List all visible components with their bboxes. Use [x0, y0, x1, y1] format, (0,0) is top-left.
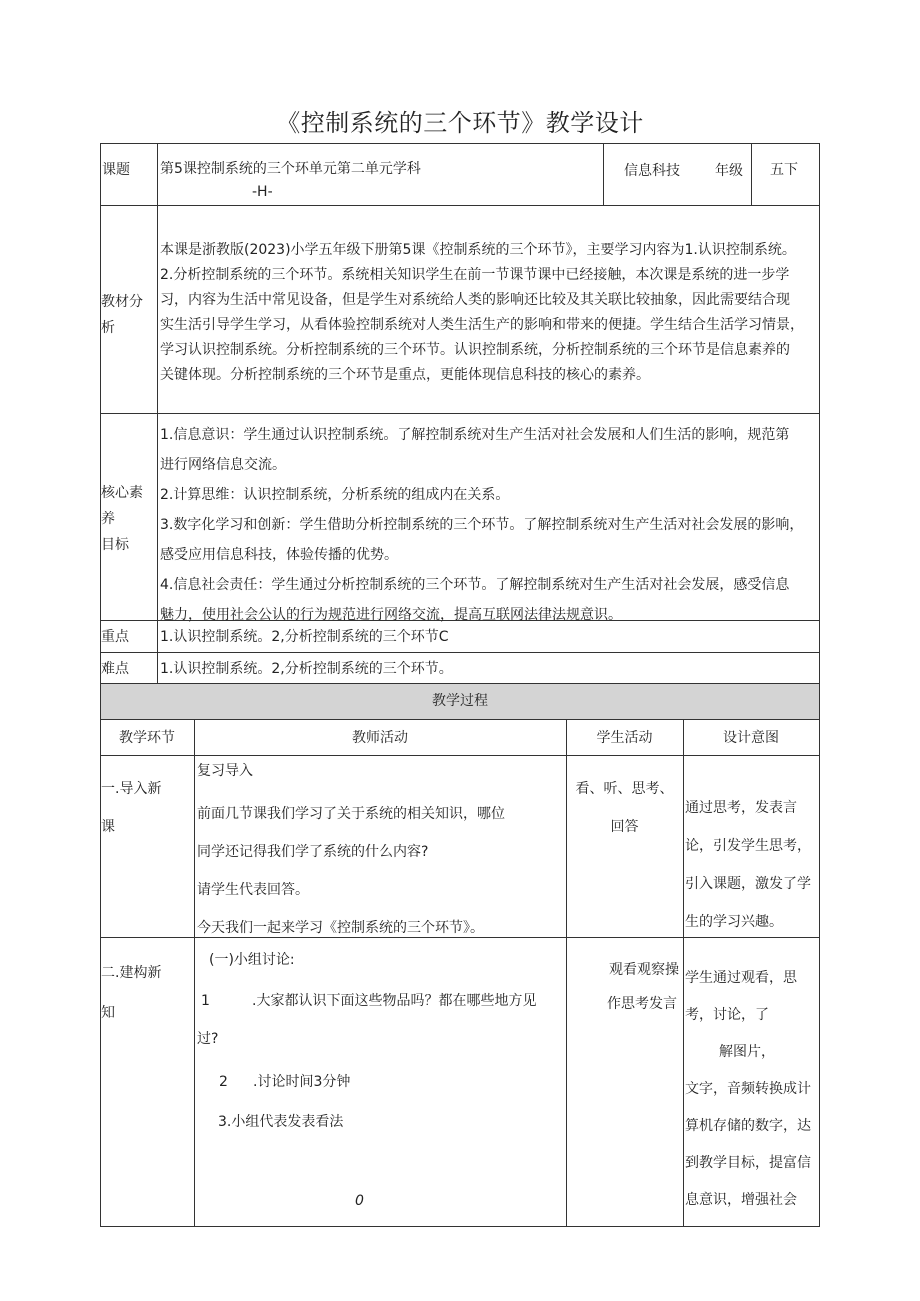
- core-text: [160, 420, 818, 630]
- text-line: 3.数字化学习和创新：学生借助分析控制系统的三个环节。了解控制系统对生产生活对社会发展的影响，: [160, 517, 804, 533]
- column-divider: [157, 143, 158, 684]
- stage-name-line: 一.导入新: [101, 781, 162, 797]
- stage-name-line: 二.建构新: [101, 965, 162, 981]
- table-border-bottom: [100, 1226, 820, 1227]
- stage-name-line: 知: [101, 1005, 115, 1021]
- text-line: 2.分析控制系统的三个环节。系统相关知识学生在前一节课节课中已经接触，本次课是系统的进一步学: [160, 267, 790, 283]
- core-label: [101, 480, 143, 558]
- stage2-item3-text: 3.小组代表发表看法: [218, 1114, 344, 1130]
- column-header-stage: 教学环节: [119, 730, 175, 746]
- row-divider: [100, 413, 820, 414]
- row-divider: [100, 652, 820, 653]
- stage-name-line: 课: [101, 819, 115, 835]
- student-line: 看、听、思考、: [575, 781, 674, 797]
- text-line: 魅力，使用社会公认的行为规范进行网络交流，提高互联网法律法规意识。: [160, 607, 622, 623]
- student-line: 观看观察操: [609, 962, 679, 978]
- analysis-label: [101, 289, 143, 341]
- difficult-point-label: 难点: [101, 661, 129, 677]
- row-divider: [100, 683, 820, 684]
- column-header-intent: 设计意图: [723, 730, 779, 746]
- table-border-top: [100, 143, 820, 144]
- table-border-right: [819, 143, 820, 1227]
- text-line: 2.计算思维：认识控制系统，分析系统的组成内在关系。: [160, 487, 510, 503]
- intent-line: 息意识，增强社会: [685, 1192, 797, 1208]
- row-divider: [100, 205, 820, 206]
- analysis-label-line: 析: [101, 320, 115, 336]
- difficult-point-text: 1.认识控制系统。2,分析控制系统的三个环节。: [160, 661, 453, 677]
- core-label-line: 目标: [101, 537, 129, 553]
- intent-line: 到教学目标，提富信: [685, 1155, 811, 1171]
- row-divider: [100, 755, 820, 756]
- text-line: 本课是浙教版(2023)小学五年级下册第5课《控制系统的三个环节》，主要学习内容为1.认识控制系统。: [160, 242, 796, 258]
- intent-line: 论，引发学生思考，: [685, 838, 811, 854]
- stage2-item1-continued: 过?: [197, 1031, 219, 1047]
- text-line: 4.信息社会责任：学生通过分析控制系统的三个环节。了解控制系统对生产生活对社会发展，感受信息: [160, 577, 790, 593]
- intent-line: 生的学习兴趣。: [685, 914, 783, 930]
- column-divider: [751, 143, 752, 206]
- teacher-line: 前面几节课我们学习了关于系统的相关知识，哪位: [197, 806, 505, 822]
- intent-line: 引入课题，激发了学: [685, 876, 811, 892]
- core-label-line: 养: [101, 511, 115, 527]
- stage2-footer-mark: 0: [355, 1193, 364, 1209]
- text-line: 感受应用信息科技，体验传播的优势。: [160, 547, 398, 563]
- intent-line: 文字，音频转换成计: [685, 1081, 811, 1097]
- teacher-line: 同学还记得我们学了系统的什么内容?: [197, 844, 429, 860]
- student-line: 作思考发言: [607, 996, 677, 1012]
- stage2-item2-text: .讨论时间3分钟: [253, 1074, 351, 1090]
- stage2-item1-text: .大家都认识下面这些物品吗？都在哪些地方见: [252, 993, 537, 1009]
- text-line: 关键体现。分析控制系统的三个环节是重点，更能体现信息科技的核心的素养。: [160, 367, 650, 383]
- column-divider: [194, 719, 195, 1227]
- lesson-title-suffix: -H-: [252, 184, 273, 200]
- topic-label: 课题: [102, 162, 130, 178]
- text-line: 1.信息意识：学生通过认识控制系统。了解控制系统对生产生活对社会发展和人们生活的影响，规范第: [160, 427, 790, 443]
- text-line: 习，内容为生活中常见设备，但是学生对系统给人类的影响还比较及其关联比较抽象，因此需要结合现: [160, 292, 790, 308]
- teacher-line: 复习导入: [197, 763, 253, 779]
- stage2-student-activity: [587, 953, 687, 1021]
- lesson-title: 第5课控制系统的三个环单元第二单元学科: [160, 161, 421, 177]
- stage2-name: [101, 953, 161, 1033]
- stage1-teacher-activity: [197, 760, 565, 936]
- core-label-line: 核心素: [101, 485, 143, 501]
- stage2-item2-number: 2: [219, 1074, 228, 1090]
- student-line: 回答: [610, 819, 639, 835]
- analysis-text: [160, 238, 818, 388]
- stage1-design-intent: [685, 789, 819, 941]
- key-point-label: 重点: [101, 629, 129, 645]
- teacher-line: 今天我们一起来学习《控制系统的三个环节》。: [197, 920, 484, 936]
- column-divider: [603, 143, 604, 206]
- column-header-teacher: 教师活动: [352, 730, 408, 746]
- stage1-student-activity: [566, 770, 683, 846]
- process-header: 教学过程: [432, 693, 488, 709]
- stage2-teacher-heading: (一)小组讨论:: [209, 952, 295, 968]
- intent-line: 考，讨论，了: [685, 1007, 769, 1023]
- grade-value: 五下: [770, 162, 798, 178]
- column-header-student: 学生活动: [596, 730, 653, 746]
- subject-value: 信息科技: [624, 163, 680, 179]
- intent-line: 算机存储的数字，达: [685, 1118, 811, 1134]
- text-line: 学习认识控制系统。分析控制系统的三个环节。认识控制系统，分析控制系统的三个环节是信息素养的: [160, 342, 790, 358]
- intent-line: 解图片，: [719, 1044, 775, 1060]
- intent-line: 学生通过观看，思: [685, 970, 797, 986]
- intent-line: 通过思考，发表言: [685, 800, 797, 816]
- row-divider: [100, 719, 820, 720]
- text-line: 实生活引导学生学习，从看体验控制系统对人类生活生产的影响和带来的便捷。学生结合生活学习情景，: [160, 317, 804, 333]
- analysis-label-line: 教材分: [101, 294, 143, 310]
- key-point-text: 1.认识控制系统。2,分析控制系统的三个环节C: [160, 629, 449, 645]
- stage2-item1-number: 1: [201, 993, 210, 1009]
- stage2-design-intent: [685, 967, 819, 1219]
- grade-label: 年级: [715, 163, 743, 179]
- stage1-name: [101, 770, 161, 846]
- document-title: 《控制系统的三个环节》教学设计: [276, 109, 644, 137]
- teacher-line: 请学生代表回答。: [197, 882, 309, 898]
- text-line: 进行网络信息交流。: [160, 457, 286, 473]
